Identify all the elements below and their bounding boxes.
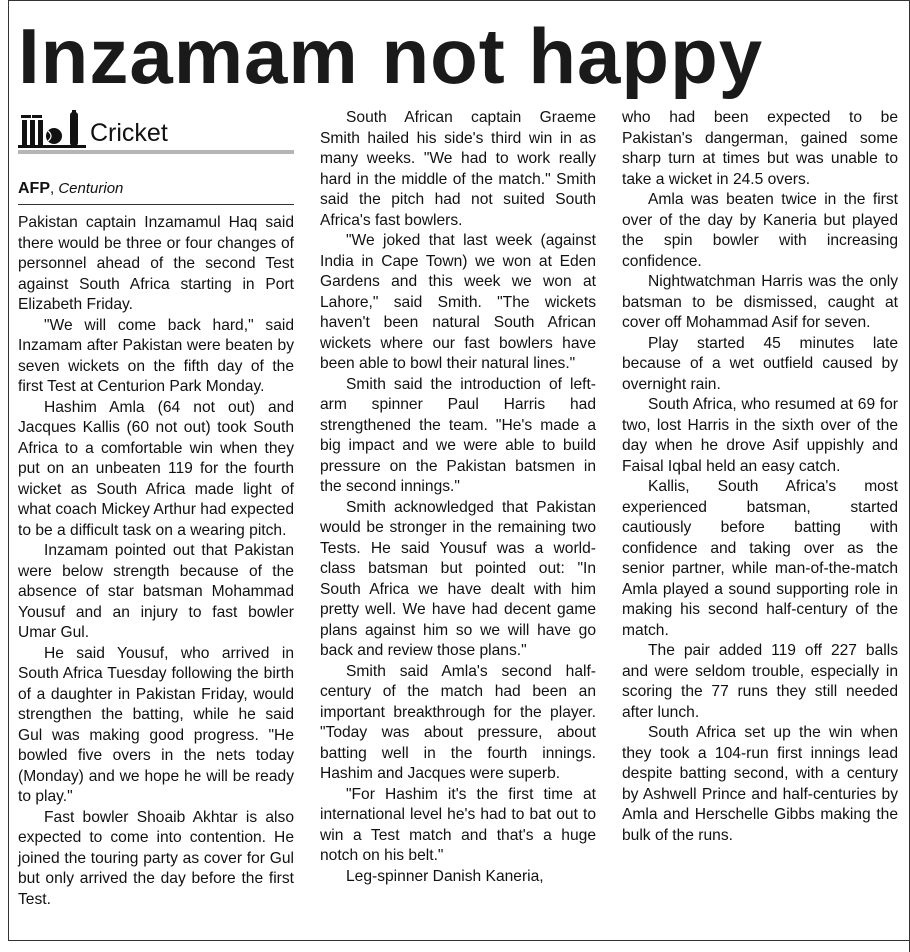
- paragraph: Pakistan captain Inzamamul Haq said there would be three or four changes of personnel ahead of the second Test against South Africa starting in Port Elizabeth Friday.: [18, 214, 294, 313]
- paragraph: Smith said the introduction of left-arm spinner Paul Harris had strengthened the team. "He's made a big impact and we were able to build pressure on the Pakistan batsmen in the second innings.": [320, 375, 596, 495]
- frame-bottom-border: [8, 940, 910, 941]
- paragraph: Smith said Amla's second half-century of the match had been an important breakthrough for the player. "Today was about pressure, about batting well in the fourth innings. Hashim and Jacques were superb.: [320, 662, 596, 782]
- article-column-3: [622, 108, 898, 846]
- byline-agency: AFP: [18, 180, 50, 197]
- paragraph: Hashim Amla (64 not out) and Jacques Kallis (60 not out) took South Africa to a comfortable win when they put on an unbeaten 119 for the fourth wicket as South Africa made light of what coach Mickey Arthur had expected to be a difficult task on a wearing pitch.: [18, 398, 294, 539]
- paragraph: Leg-spinner Danish Kaneria,: [346, 867, 544, 885]
- paragraph: "For Hashim it's the first time at international level he's had to bat out to win a Test match and that's a huge notch on his belt.": [320, 785, 596, 864]
- article-column-2: [320, 108, 596, 887]
- byline-place: Centurion: [58, 180, 124, 197]
- paragraph: He said Yousuf, who arrived in South Africa Tuesday following the birth of a daughter in Pakistan Friday, would strengthen the batting, while he said Gul was making good progress. "He bowled five overs in the nets today (Monday) and we hope he will be ready to play.": [18, 644, 294, 805]
- article-column-1: [18, 106, 294, 910]
- cricket-icon: [18, 110, 88, 148]
- paragraph: Play started 45 minutes late because of a wet outfield caused by overnight rain.: [622, 334, 898, 393]
- paragraph: The pair added 119 off 227 balls and were seldom trouble, especially in scoring the 77 runs they still needed after lunch.: [622, 642, 898, 721]
- paragraph: South Africa set up the win when they took a 104-run first innings lead despite batting second, with a century by Ashwell Prince and half-centuries by Amla and Herschelle Gibbs making the bulk of the runs.: [622, 724, 898, 844]
- byline-separator: ,: [50, 180, 59, 197]
- paragraph: Nightwatchman Harris was the only batsman to be dismissed, caught at cover off Mohammad Asif for seven.: [622, 273, 898, 331]
- headline: Inzamam not happy: [18, 12, 764, 100]
- section-rule: [18, 150, 294, 154]
- paragraph: "We will come back hard," said Inzamam after Pakistan were beaten by seven wickets on the fifth day of the first Test at Centurion Park Monday.: [18, 316, 294, 395]
- paragraph: who had been expected to be Pakistan's dangerman, gained some sharp turn at times but was unable to take a wicket in 24.5 overs.: [622, 109, 898, 188]
- paragraph: Kallis, South Africa's most experienced batsman, started cautiously before batting with confidence and taking over as the senior partner, while man-of-the-match Amla played a sound supporting role in making his second half-century of the match.: [622, 478, 898, 639]
- paragraph: South Africa, who resumed at 69 for two, lost Harris in the sixth over of the day when he drove Asif uppishly and Faisal Iqbal held an easy catch.: [622, 396, 898, 475]
- frame-top-border: [8, 0, 910, 1]
- paragraph: "We joked that last week (against India in Cape Town) we won at Eden Gardens and this week we won at Lahore," said Smith. "The wickets haven't been natural South African wickets where our fast bowlers have been able to bowl their natural lines.": [320, 232, 596, 372]
- paragraph: South African captain Graeme Smith hailed his side's third win in as many weeks. "We had to work really hard in the middle of the match." Smith said the pitch had not suited South Africa's fast bowlers.: [320, 109, 596, 229]
- section-header: [18, 106, 294, 152]
- byline: [18, 180, 294, 198]
- paragraph: Inzamam pointed out that Pakistan were below strength because of the absence of star batsman Mohammad Yousuf and an injury to fast bowler Umar Gul.: [18, 542, 294, 641]
- paragraph: Fast bowler Shoaib Akhtar is also expected to come into contention. He joined the touring party as cover for Gul but only arrived the day before the first Test.: [18, 808, 294, 908]
- paragraph: Smith acknowledged that Pakistan would be stronger in the remaining two Tests. He said Yousuf was a world-class batsman but pointed out: "In South Africa we have dealt with him pretty well. We have had decent game plans against him so we will have go back and review those plans.": [320, 498, 596, 659]
- paragraph: Amla was beaten twice in the first over of the day by Kaneria but played the spin bowler with increasing confidence.: [622, 191, 898, 270]
- section-label: Cricket: [90, 119, 168, 147]
- frame-left-border: [8, 0, 9, 940]
- column-1-body: [18, 213, 294, 910]
- byline-rule: [18, 204, 294, 205]
